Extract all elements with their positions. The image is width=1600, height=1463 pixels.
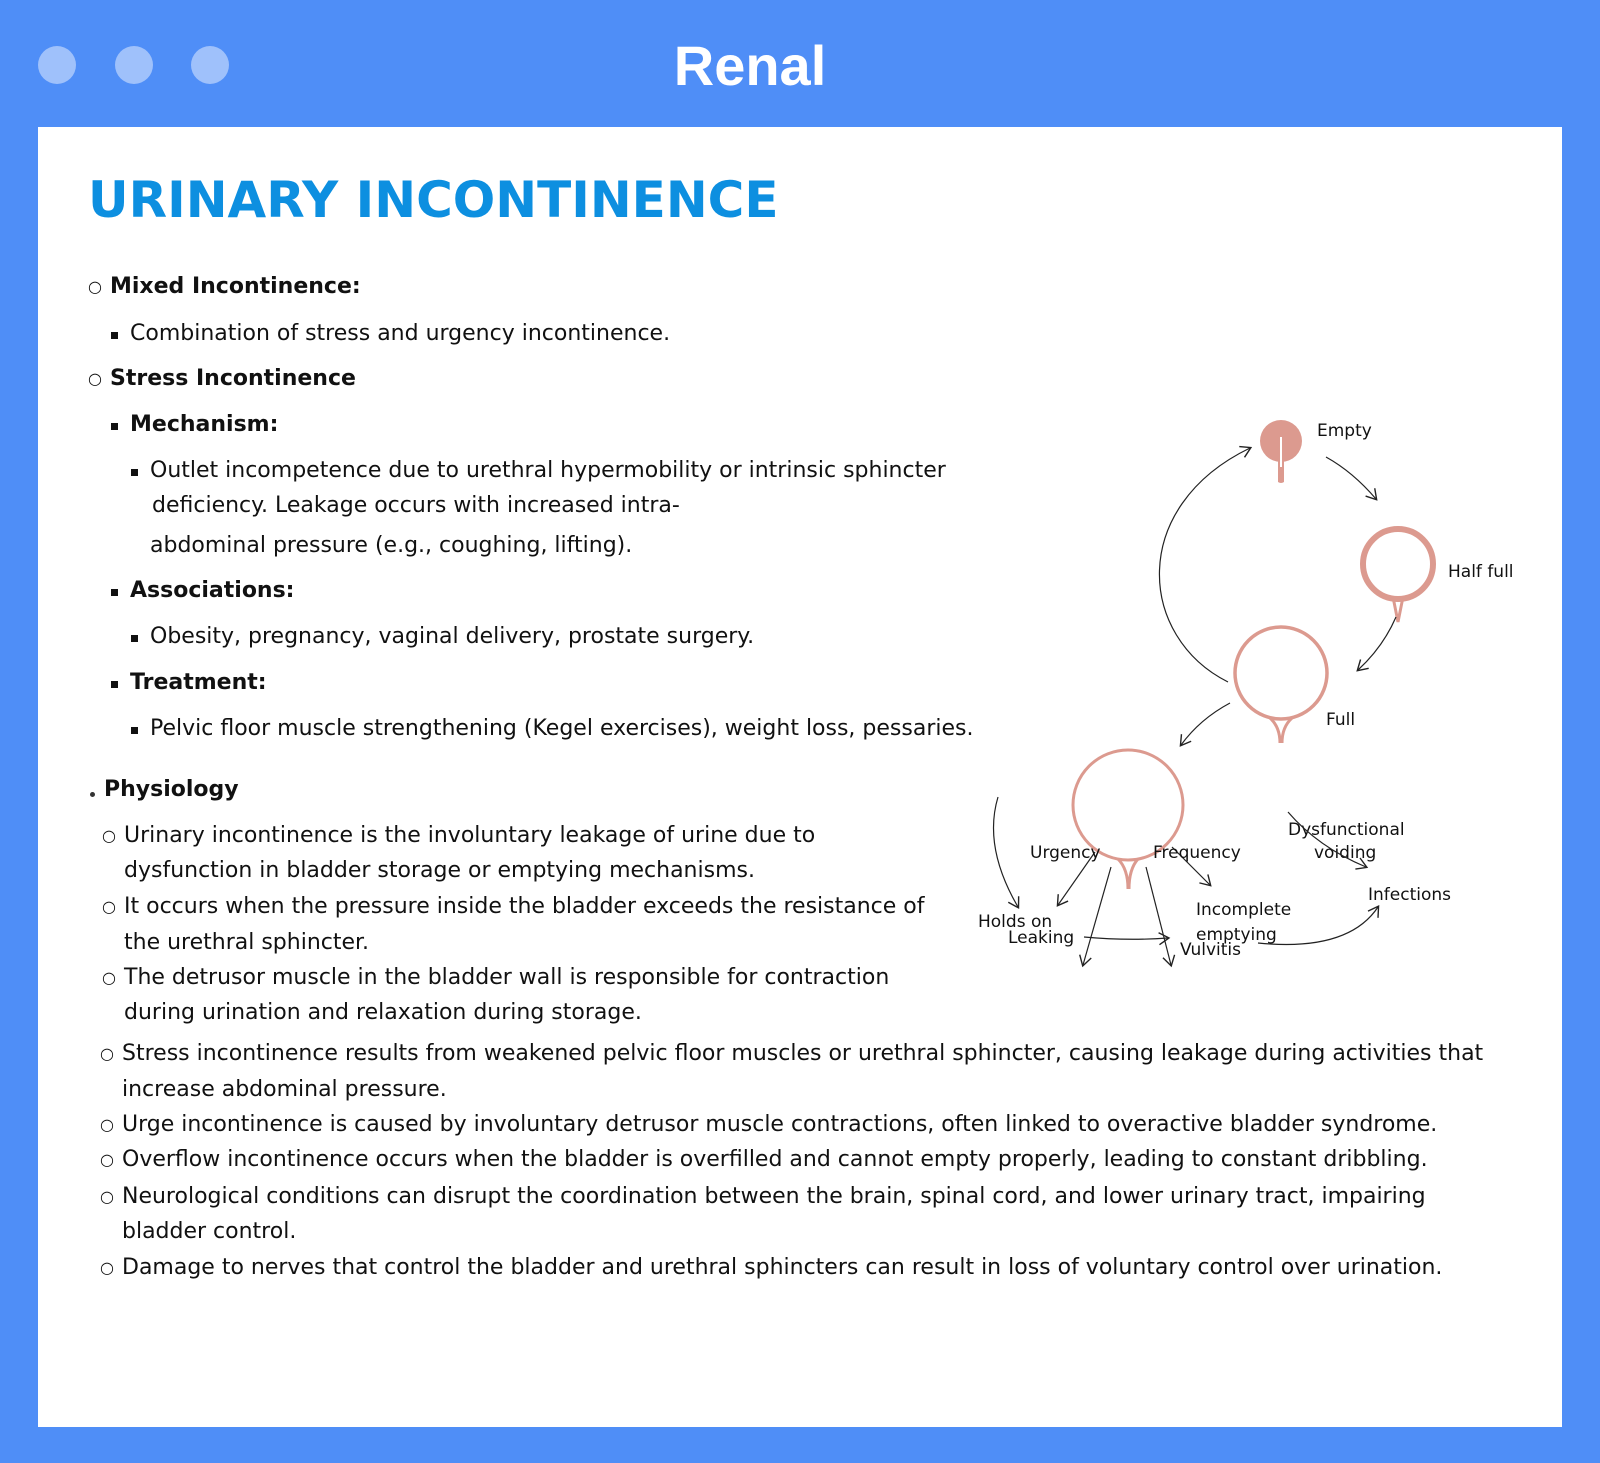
treatment-item: Pelvic floor muscle strengthening (Kegel exercises), weight loss, pessaries. bbox=[150, 716, 974, 741]
physiology-line: the urethral sphincter. bbox=[124, 930, 370, 955]
arrow-full-to-overfull bbox=[1181, 703, 1230, 745]
physiology-line: Urge incontinence is caused by involuntary detrusor muscle contractions, often linked to overactive bladder syndrome. bbox=[122, 1112, 1438, 1137]
bullet-square bbox=[131, 469, 138, 476]
bullet-hollow: ○ bbox=[88, 277, 102, 296]
label-full: Full bbox=[1326, 710, 1356, 730]
mechanism-line: abdominal pressure (e.g., coughing, lifting). bbox=[150, 533, 633, 558]
associations-item: Obesity, pregnancy, vaginal delivery, prostate surgery. bbox=[150, 624, 755, 649]
bladder-empty-icon bbox=[1260, 420, 1302, 483]
bladder-full-icon bbox=[1235, 627, 1327, 743]
bullet-hollow: ○ bbox=[102, 826, 116, 845]
bullet-hollow: ○ bbox=[100, 1115, 114, 1134]
bullet-hollow: ○ bbox=[100, 1258, 114, 1277]
label-frequency: Frequency bbox=[1153, 843, 1241, 863]
treatment-heading: Treatment: bbox=[130, 670, 267, 695]
bullet-hollow: ○ bbox=[102, 968, 116, 987]
arrow-incomplete-to-infections bbox=[1288, 812, 1366, 867]
mechanism-line: Outlet incompetence due to urethral hypermobility or intrinsic sphincter bbox=[150, 458, 946, 483]
window-title: Renal bbox=[673, 34, 827, 97]
mixed-heading: Mixed Incontinence: bbox=[110, 274, 361, 299]
mixed-item: Combination of stress and urgency incontinence. bbox=[130, 321, 671, 346]
label-holds-on: Holds on bbox=[978, 912, 1053, 932]
label-dysfunctional-1: Dysfunctional bbox=[1288, 820, 1405, 840]
bullet-square bbox=[111, 589, 118, 596]
page-title: URINARY INCONTINENCE bbox=[88, 171, 779, 229]
consequence-arrows bbox=[994, 797, 1379, 945]
physiology-line: Neurological conditions can disrupt the coordination between the brain, spinal cord, and lower urinary tract, impairing bbox=[122, 1184, 1426, 1209]
arrow-holds-on-to-leaking bbox=[994, 797, 1019, 907]
physiology-line: during urination and relaxation during storage. bbox=[124, 1000, 642, 1025]
bullet-hollow: ○ bbox=[100, 1150, 114, 1169]
arrow-leaking-to-vulvitis bbox=[1084, 937, 1168, 939]
physiology-line: increase abdominal pressure. bbox=[122, 1077, 447, 1102]
bullet-dot bbox=[90, 792, 95, 797]
bullet-square bbox=[131, 635, 138, 642]
bladder-consequences-diagram bbox=[978, 767, 1558, 957]
physiology-line: bladder control. bbox=[122, 1219, 297, 1244]
arrow-empty-to-half bbox=[1326, 457, 1376, 499]
physiology-line: Damage to nerves that control the bladder and urethral sphincters can result in loss of voluntary control over urination. bbox=[122, 1255, 1443, 1280]
physiology-line: dysfunction in bladder storage or emptying mechanisms. bbox=[124, 858, 755, 883]
physiology-line: The detrusor muscle in the bladder wall is responsible for contraction bbox=[124, 965, 890, 990]
label-empty: Empty bbox=[1317, 421, 1372, 441]
bullet-hollow: ○ bbox=[100, 1187, 114, 1206]
stress-heading: Stress Incontinence bbox=[110, 366, 356, 391]
label-infections: Infections bbox=[1368, 885, 1451, 905]
bullet-square bbox=[111, 332, 118, 339]
physiology-line: It occurs when the pressure inside the bladder exceeds the resistance of bbox=[124, 894, 925, 919]
label-dysfunctional-2: voiding bbox=[1314, 843, 1377, 863]
content-panel bbox=[38, 127, 1562, 1427]
label-half-full: Half full bbox=[1448, 562, 1514, 582]
physiology-heading: Physiology bbox=[104, 777, 239, 802]
arrow-full-to-empty bbox=[1159, 448, 1250, 682]
label-leaking: Leaking bbox=[1008, 928, 1075, 948]
bullet-square bbox=[131, 727, 138, 734]
bullet-square bbox=[111, 423, 118, 430]
bullet-hollow: ○ bbox=[88, 369, 102, 388]
mechanism-heading: Mechanism: bbox=[130, 412, 279, 437]
physiology-line: Overflow incontinence occurs when the bladder is overfilled and cannot empty properly, leading to constant dribbling. bbox=[122, 1147, 1428, 1172]
label-urgency: Urgency bbox=[1030, 843, 1101, 863]
bullet-square bbox=[111, 681, 118, 688]
arrow-vulvitis-to-infections bbox=[1258, 907, 1378, 945]
mechanism-line: deficiency. Leakage occurs with increased intra- bbox=[152, 493, 680, 518]
bladder-half-full-icon bbox=[1363, 529, 1433, 622]
physiology-line: Stress incontinence results from weakened pelvic floor muscles or urethral sphincter, causing leakage during activities that bbox=[122, 1041, 1484, 1066]
associations-heading: Associations: bbox=[130, 578, 295, 603]
arrow-half-to-full bbox=[1358, 617, 1396, 670]
label-vulvitis: Vulvitis bbox=[1180, 940, 1242, 957]
bullet-hollow: ○ bbox=[100, 1044, 114, 1063]
label-incomplete-1: Incomplete bbox=[1196, 900, 1292, 920]
physiology-line: Urinary incontinence is the involuntary leakage of urine due to bbox=[124, 823, 816, 848]
bullet-hollow: ○ bbox=[102, 897, 116, 916]
label-incomplete-2: emptying bbox=[1196, 925, 1277, 945]
